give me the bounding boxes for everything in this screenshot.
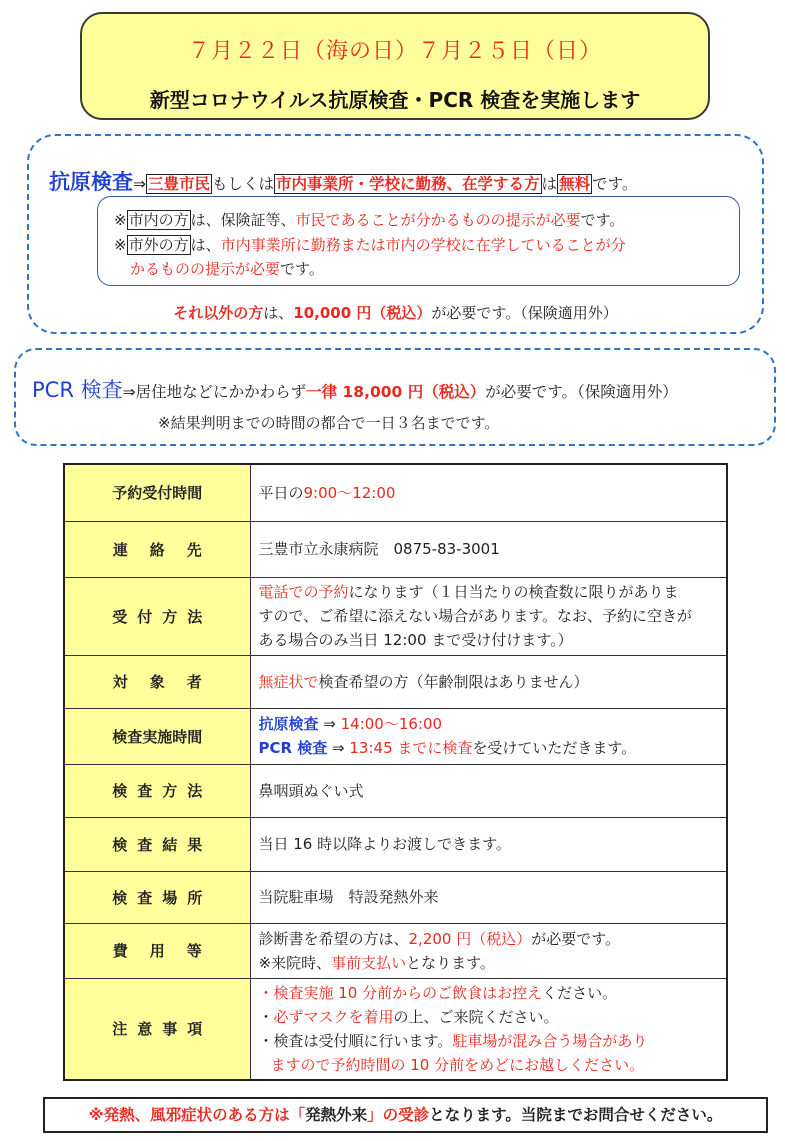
info-table: [63, 463, 728, 1081]
note-mask: 必ずマスクを着用: [273, 1007, 394, 1026]
pcr-heading: PCR 検査: [32, 378, 123, 402]
fever-outpatient: 発熱外来: [305, 1106, 368, 1124]
note-residents-mid: は、保険証等、: [190, 211, 296, 229]
label-notes: [64, 978, 250, 1080]
value-test-hours: [250, 708, 727, 764]
antigen-notes-box: [97, 196, 740, 286]
fever-notice-red1: ※発熱、風邪症状のある方は「: [88, 1106, 306, 1124]
pcr-test-section: [14, 348, 776, 446]
table-row: [64, 655, 727, 708]
note-mask-end: の上、ご来院ください。: [393, 1007, 559, 1026]
note-nonresidents-end: です。: [280, 260, 324, 278]
target-asymptomatic: 無症状で: [258, 672, 319, 691]
pcr-price: 一律 18,000 円（税込）: [306, 383, 486, 401]
value-method: [250, 577, 727, 655]
note-parking-cont: ますので予約時間の 10 分前をめどにお越しください。: [270, 1055, 645, 1074]
note-nonresidents-cont: [130, 258, 324, 279]
fever-notice-end: となります。当院までお問合せください。: [429, 1106, 723, 1124]
antigen-others-fee: [29, 302, 762, 323]
conjunction-text: もしくは: [212, 175, 275, 193]
others-price: 10,000 円（税込）: [293, 304, 432, 322]
note-residents-end: です。: [580, 211, 625, 229]
label-test-method: [64, 764, 250, 817]
note-residents-requirement: 市民であることが分かるものの提示が必要: [295, 211, 581, 229]
note-residents: [114, 209, 624, 230]
label-text: 対象者: [112, 673, 224, 691]
note-residents-label: 市内の方: [128, 211, 189, 229]
note-order: ・検査は受付順に行います。: [258, 1031, 453, 1050]
pcr-fee-line: [32, 374, 678, 404]
table-row: [64, 521, 727, 577]
free-badge: 無料: [559, 175, 591, 193]
table-row: [64, 577, 727, 655]
label-contact: [64, 521, 250, 577]
event-dates: ７月２２日（海の日）７月２５日（日）: [187, 39, 602, 64]
fees-line2-end: となります。: [406, 953, 495, 972]
label-test-result: [64, 817, 250, 871]
others-end: が必要です。（保険適用外）: [431, 304, 618, 322]
fees-certificate-price: 2,200 円（税込）: [408, 929, 532, 948]
pcr-text-end: が必要です。（保険適用外）: [485, 383, 678, 401]
arrow-icon: ⇒: [327, 739, 350, 757]
label-text: 注意事項: [112, 1020, 213, 1039]
pcr-text: 居住地などにかかわらず: [135, 383, 307, 401]
value-contact: 三豊市立永康病院 0875-83-3001: [250, 521, 727, 577]
table-row: [64, 464, 727, 521]
page-title: 新型コロナウイルス抗原検査・PCR 検査を実施します: [149, 88, 641, 112]
value-test-place: 当院駐車場 特設発熱外来: [250, 871, 727, 923]
hours-antigen-label: 抗原検査: [258, 715, 319, 733]
antigen-test-section: [27, 134, 764, 334]
note-nonresidents-requirement: 市内事業所に勤務または市内の学校に在学していることが分: [220, 236, 626, 254]
method-line1: になります（１日当たりの検査数に限りがありま: [348, 583, 679, 601]
target-rest: 検査希望の方（年齢制限はありません）: [318, 672, 589, 691]
fees-line2-pre: ※来院時、: [258, 953, 332, 972]
label-method: [64, 577, 250, 655]
note-nonresidents-requirement-cont: かるものの提示が必要: [130, 260, 281, 278]
table-row: [64, 817, 727, 871]
method-line2: すので、ご希望に添えない場合があります。なお、予約に空きが: [258, 607, 693, 625]
label-text: 予約受付時間: [112, 484, 203, 503]
label-reservation-hours: [64, 464, 250, 521]
hours-antigen-time: 14:00～16:00: [340, 715, 443, 733]
reservation-time: 9:00～12:00: [303, 483, 396, 502]
sentence-end: です。: [592, 175, 638, 193]
value-fees: [250, 923, 727, 978]
others-mid: は、: [263, 304, 294, 322]
value-notes: [250, 978, 727, 1080]
fever-notice: [43, 1097, 768, 1133]
value-target: [250, 655, 727, 708]
note-nonresidents: [114, 234, 626, 255]
antigen-heading: 抗原検査: [49, 170, 133, 194]
bullet: ・: [258, 1007, 274, 1026]
eligible-workers-students: 市内事業所・学校に勤務、在学する方: [276, 175, 540, 193]
label-text: 検査場所: [112, 888, 213, 907]
fees-line1-end: が必要です。: [531, 929, 621, 948]
header-banner: [80, 12, 710, 120]
method-line3: ある場合のみ当日 12:00 まで受け付けます。）: [258, 631, 573, 649]
arrow-icon: ⇒: [318, 715, 341, 733]
note-mark: ※: [114, 236, 127, 254]
value-test-result: 当日 16 時以降よりお渡しできます。: [250, 817, 727, 871]
method-phone: 電話での予約: [258, 583, 349, 601]
hours-pcr-label: PCR 検査: [258, 739, 328, 757]
note-nonresidents-mid: は、: [190, 236, 221, 254]
note-mark: ※: [114, 211, 127, 229]
label-test-place: [64, 871, 250, 923]
antigen-eligibility: [49, 166, 637, 196]
note-no-eating: ・検査実施 10 分前からのご飲食はお控え: [258, 983, 543, 1002]
table-row: [64, 923, 727, 978]
label-text: 連絡先: [112, 540, 224, 559]
note-parking: 駐車場が混み合う場合があり: [452, 1031, 648, 1050]
note-no-eating-end: ください。: [542, 983, 618, 1002]
fees-prepayment: 事前支払い: [331, 953, 407, 972]
others-label: それ以外の方: [173, 304, 264, 322]
particle-text: は: [541, 175, 558, 193]
arrow-icon: ⇒: [122, 383, 136, 401]
value-test-method: 鼻咽頭ぬぐい式: [250, 764, 727, 817]
table-row: [64, 764, 727, 817]
hours-pcr-end: を受けていただきます。: [472, 739, 637, 757]
pcr-limit-note: ※結果判明までの時間の都合で一日３名までです。: [158, 414, 500, 432]
label-target: [64, 655, 250, 708]
arrow-icon: ⇒: [133, 175, 146, 193]
value-reservation-hours: [250, 464, 727, 521]
label-fees: [64, 923, 250, 978]
label-text: 費用等: [112, 942, 224, 960]
fever-notice-red2: 」の受診: [367, 1106, 430, 1124]
table-row: [64, 871, 727, 923]
table-row: [64, 708, 727, 764]
note-nonresidents-label: 市外の方: [128, 236, 189, 254]
table-row: [64, 978, 727, 1080]
label-text: 検査結果: [112, 835, 213, 854]
value-text: 平日の: [258, 483, 304, 502]
fees-line1-pre: 診断書を希望の方は、: [258, 929, 409, 948]
label-test-hours: [64, 708, 250, 764]
label-text: 検査方法: [112, 782, 213, 800]
label-text: 検査実施時間: [112, 727, 203, 746]
eligible-citizens: 三豊市民: [148, 175, 211, 193]
label-text: 受付方法: [112, 607, 213, 626]
hours-pcr-time: 13:45 までに検査: [349, 739, 473, 757]
